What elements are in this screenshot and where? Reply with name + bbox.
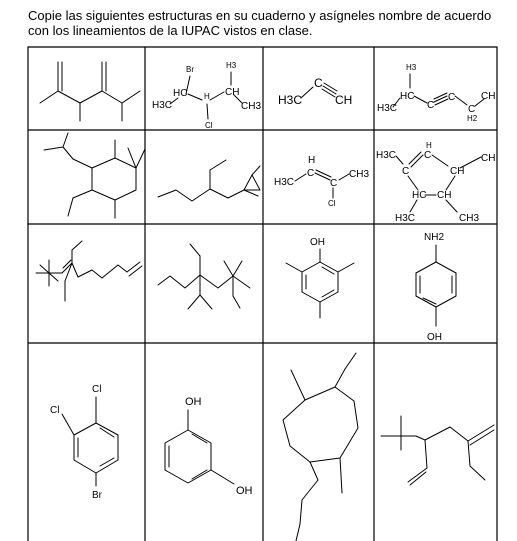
structure-7 (274, 155, 369, 208)
label-cl: Cl (92, 384, 102, 395)
structure-4 (377, 63, 495, 123)
label-ch: CH (481, 91, 496, 102)
label-c: C (427, 100, 435, 111)
label-hc: HC (400, 91, 415, 102)
structure-8 (376, 141, 495, 224)
label-oh: OH (236, 485, 253, 497)
label-nh2: NH2 (424, 232, 445, 243)
label-hc: HC (173, 88, 188, 99)
label-ch: CH (225, 87, 240, 98)
label-ch: CH (437, 190, 452, 201)
label-h: H (308, 155, 316, 166)
label-oh: OH (310, 237, 325, 248)
label-c: C (448, 92, 456, 103)
label-h3c: H3C (376, 150, 397, 161)
label-h3: H3 (406, 63, 417, 72)
label-ch: CH (450, 166, 465, 177)
structure-3 (278, 76, 352, 107)
label-h: H (426, 141, 432, 150)
label-ch: CH (481, 153, 496, 164)
structure-10 (158, 244, 250, 309)
label-hc: HC (412, 190, 427, 201)
label-c: C (402, 166, 410, 177)
label-br: Br (92, 490, 102, 501)
label-ch3: CH3 (459, 213, 480, 224)
label-h3c: H3C (274, 177, 295, 188)
label-cl: Cl (50, 405, 60, 416)
structure-15 (283, 353, 358, 541)
label-h3: H3 (226, 61, 237, 70)
label-oh: OH (185, 396, 202, 408)
structure-1 (40, 62, 140, 121)
label-c: C (330, 178, 338, 189)
label-c: C (468, 104, 476, 115)
label-ch3: CH3 (241, 101, 262, 112)
label-ch: CH (335, 93, 353, 107)
structure-16 (381, 416, 494, 485)
structure-5 (44, 133, 145, 218)
label-br: Br (186, 65, 194, 74)
label-c: C (424, 150, 432, 161)
label-h3c: H3C (395, 213, 416, 224)
structure-2 (152, 61, 261, 130)
label-cl: Cl (205, 121, 213, 130)
label-h3c: H3C (377, 103, 398, 114)
structure-6 (158, 160, 260, 201)
structure-13 (50, 384, 118, 501)
label-h2: H2 (467, 114, 478, 123)
label-h: H (204, 92, 210, 101)
structure-12 (416, 232, 456, 343)
label-oh: OH (427, 332, 442, 343)
instructions-text: Copie las siguientes estructuras en su cuaderno y asígneles nombre de acuerdo con los lineamientos de la IUPAC vistos en clase. (28, 8, 492, 38)
structure-14 (165, 396, 253, 497)
label-h3c: H3C (152, 100, 173, 111)
label-ch3: CH3 (349, 169, 370, 180)
label-c: C (307, 168, 315, 179)
label-cl: Cl (328, 199, 336, 208)
structure-9 (36, 241, 142, 301)
structure-11 (286, 237, 354, 318)
label-h3c: H3C (278, 93, 303, 107)
label-c: C (314, 76, 323, 90)
